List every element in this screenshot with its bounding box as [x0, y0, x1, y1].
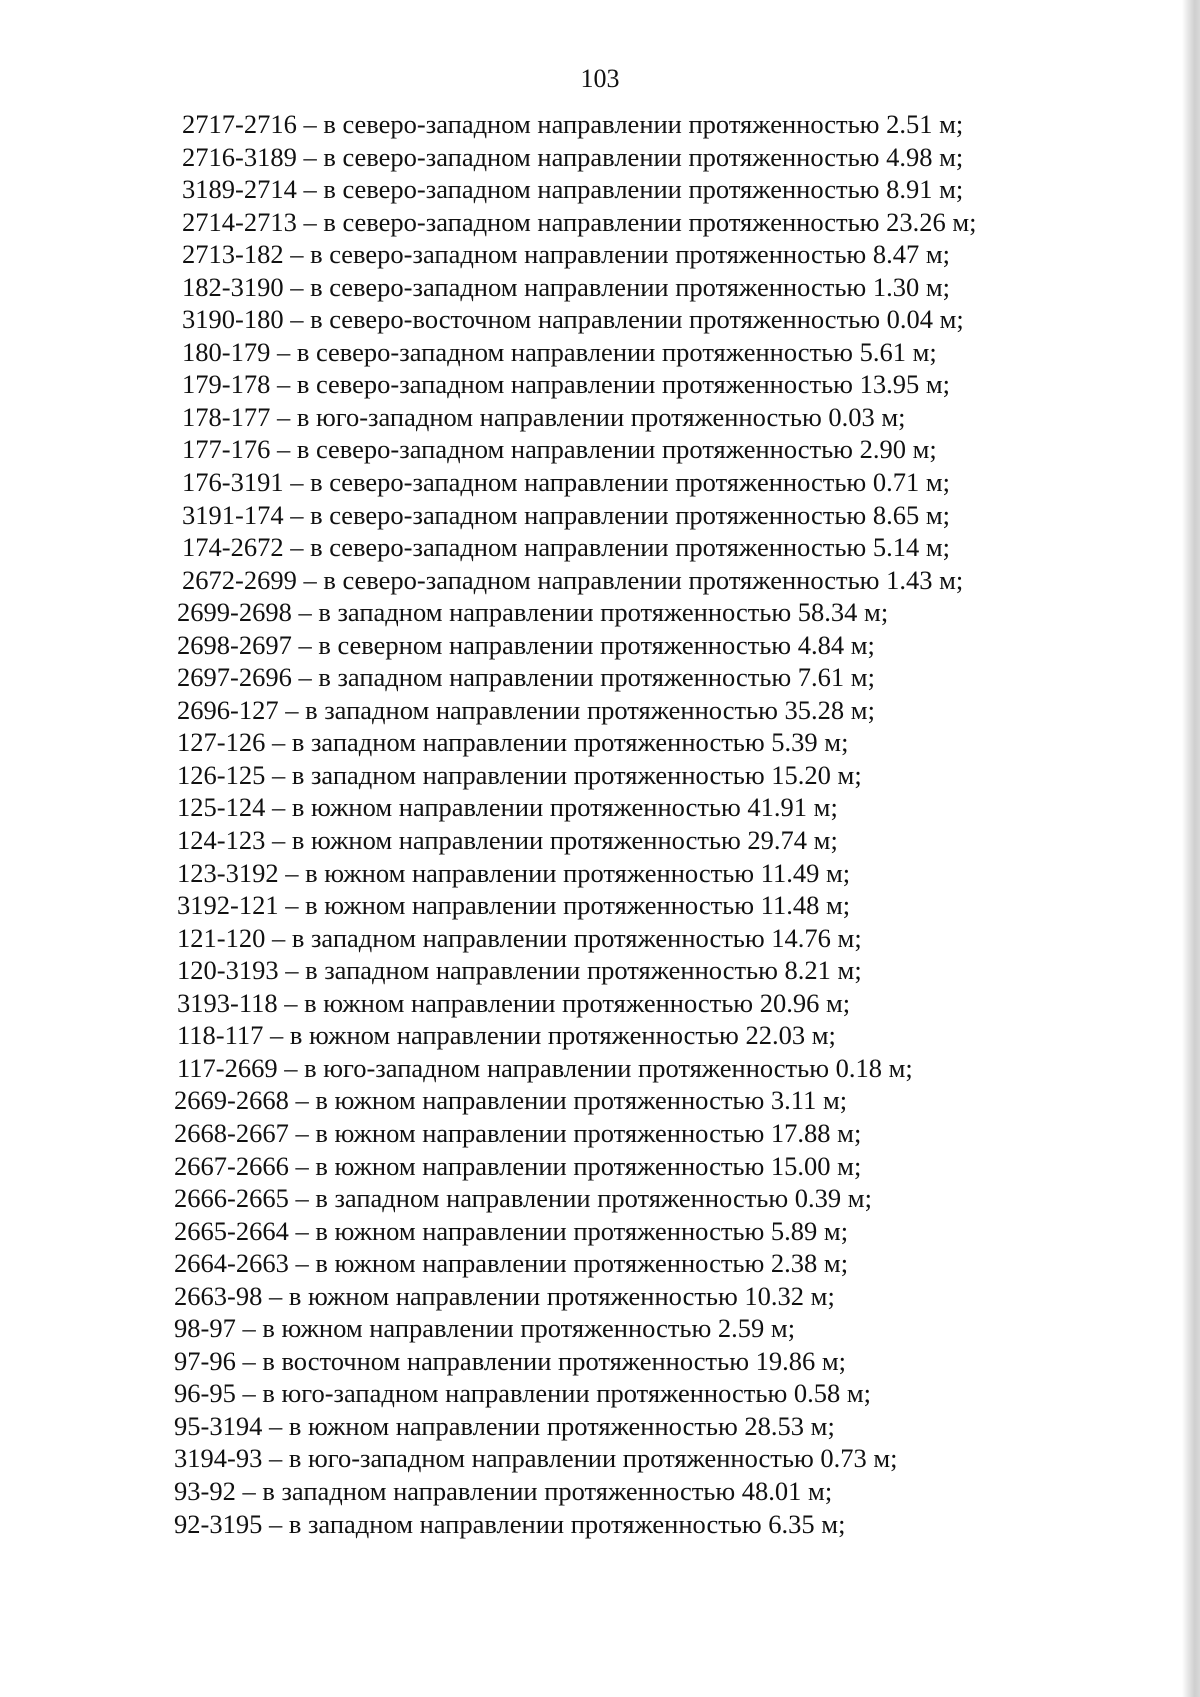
page-number: 103 [580, 64, 620, 93]
boundary-segment-line: 96-95 – в юго-западном направлении протяженностью 0.58 м; [174, 1378, 872, 1409]
boundary-segment-line: 3189-2714 – в северо-западном направлении протяженностью 8.91 м; [182, 174, 964, 205]
boundary-segment-line: 118-117 – в южном направлении протяженностью 22.03 м; [177, 1020, 836, 1051]
boundary-segment-line: 2667-2666 – в южном направлении протяженностью 15.00 м; [174, 1150, 862, 1181]
boundary-segment-line: 3191-174 – в северо-западном направлении протяженностью 8.65 м; [182, 499, 950, 530]
boundary-segment-line: 117-2669 – в юго-западном направлении протяженностью 0.18 м; [177, 1052, 913, 1083]
boundary-segment-line: 121-120 – в западном направлении протяженностью 14.76 м; [177, 922, 862, 953]
boundary-segment-line: 177-176 – в северо-западном направлении протяженностью 2.90 м; [182, 434, 937, 465]
boundary-segment-line: 174-2672 – в северо-западном направлении протяженностью 5.14 м; [182, 532, 950, 563]
boundary-segment-line: 3193-118 – в южном направлении протяженностью 20.96 м; [177, 987, 851, 1018]
boundary-segment-line: 124-123 – в южном направлении протяженностью 29.74 м; [177, 825, 838, 856]
boundary-segment-line: 3192-121 – в южном направлении протяженностью 11.48 м; [177, 890, 851, 921]
boundary-segment-line: 2663-98 – в южном направлении протяженностью 10.32 м; [174, 1280, 835, 1311]
boundary-segment-line: 2699-2698 – в западном направлении протяженностью 58.34 м; [177, 597, 889, 628]
boundary-segment-line: 2696-127 – в западном направлении протяженностью 35.28 м; [177, 694, 875, 725]
boundary-segment-line: 180-179 – в северо-западном направлении протяженностью 5.61 м; [182, 336, 937, 367]
boundary-segment-line: 120-3193 – в западном направлении протяженностью 8.21 м; [177, 955, 862, 986]
boundary-segment-line: 2668-2667 – в южном направлении протяженностью 17.88 м; [174, 1117, 862, 1148]
boundary-segment-line: 3190-180 – в северо-восточном направлении протяженностью 0.04 м; [182, 304, 964, 335]
boundary-segment-line: 2698-2697 – в северном направлении протяженностью 4.84 м; [177, 629, 875, 660]
boundary-segment-line: 2664-2663 – в южном направлении протяженностью 2.38 м; [174, 1248, 849, 1279]
boundary-segment-line: 97-96 – в восточном направлении протяженностью 19.86 м; [174, 1345, 846, 1376]
boundary-segment-line: 182-3190 – в северо-западном направлении протяженностью 1.30 м; [182, 271, 950, 302]
boundary-segment-line: 176-3191 – в северо-западном направлении протяженностью 0.71 м; [182, 467, 950, 498]
boundary-segment-line: 93-92 – в западном направлении протяженностью 48.01 м; [174, 1475, 833, 1506]
boundary-segment-line: 2713-182 – в северо-западном направлении протяженностью 8.47 м; [182, 239, 950, 270]
boundary-segment-line: 2716-3189 – в северо-западном направлении протяженностью 4.98 м; [182, 141, 964, 172]
boundary-segment-line: 92-3195 – в западном направлении протяженностью 6.35 м; [174, 1508, 846, 1539]
boundary-segment-line: 127-126 – в западном направлении протяженностью 5.39 м; [177, 727, 849, 758]
boundary-segment-line: 2717-2716 – в северо-западном направлении протяженностью 2.51 м; [182, 109, 964, 139]
boundary-segment-line: 3194-93 – в юго-западном направлении протяженностью 0.73 м; [174, 1443, 898, 1474]
boundary-segment-line: 2669-2668 – в южном направлении протяженностью 3.11 м; [174, 1085, 848, 1116]
boundary-segment-line: 95-3194 – в южном направлении протяженностью 28.53 м; [174, 1410, 835, 1441]
boundary-segment-line: 126-125 – в западном направлении протяженностью 15.20 м; [177, 759, 862, 790]
boundary-segment-line: 125-124 – в южном направлении протяженностью 41.91 м; [177, 792, 838, 823]
boundary-segment-line: 2665-2664 – в южном направлении протяженностью 5.89 м; [174, 1215, 849, 1246]
boundary-segment-list [0, 108, 1200, 1540]
boundary-segment-line: 2697-2696 – в западном направлении протяженностью 7.61 м; [177, 662, 875, 693]
boundary-segment-line: 98-97 – в южном направлении протяженностью 2.59 м; [174, 1313, 796, 1344]
boundary-segment-line: 2714-2713 – в северо-западном направлении протяженностью 23.26 м; [182, 206, 977, 237]
boundary-segment-line: 178-177 – в юго-западном направлении протяженностью 0.03 м; [182, 401, 906, 432]
boundary-segment-line: 123-3192 – в южном направлении протяженностью 11.49 м; [177, 857, 851, 888]
boundary-segment-line: 2672-2699 – в северо-западном направлении протяженностью 1.43 м; [182, 564, 964, 595]
boundary-segment-line: 2666-2665 – в западном направлении протяженностью 0.39 м; [174, 1183, 872, 1214]
boundary-segment-line: 179-178 – в северо-западном направлении протяженностью 13.95 м; [182, 369, 950, 400]
